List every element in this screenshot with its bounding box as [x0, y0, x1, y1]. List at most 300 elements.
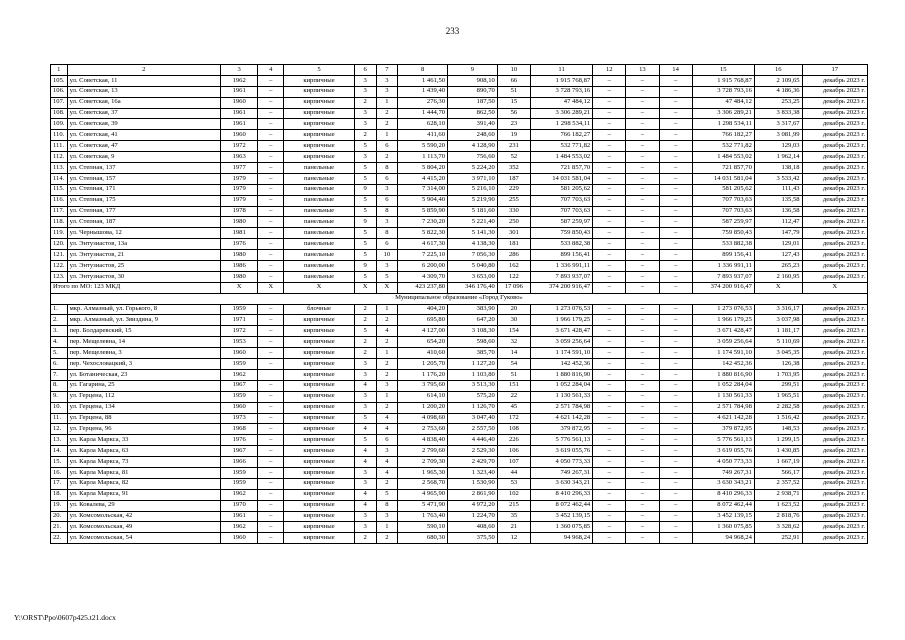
- table-cell: –: [258, 261, 284, 272]
- table-cell: 14 031 581,04: [692, 173, 754, 184]
- table-cell: –: [258, 271, 284, 282]
- table-cell: кирпичные: [284, 75, 355, 86]
- table-cell: 1959: [221, 304, 258, 315]
- table-cell: –: [593, 533, 626, 544]
- table-cell: 6: [354, 65, 376, 76]
- table-cell: –: [626, 522, 659, 533]
- table-cell: 5: [354, 228, 376, 239]
- table-cell: 4 138,30: [448, 239, 498, 250]
- table-cell: 590,10: [398, 522, 448, 533]
- table-cell: 8 410 296,33: [530, 489, 592, 500]
- table-cell: –: [626, 250, 659, 261]
- table-cell: декабрь 2023 г.: [802, 489, 867, 500]
- table-cell: 111.: [51, 141, 68, 152]
- table-cell: 110.: [51, 130, 68, 141]
- table-cell: 1 880 816,90: [530, 369, 592, 380]
- table-cell: декабрь 2023 г.: [802, 130, 867, 141]
- table-cell: –: [659, 457, 692, 468]
- table-cell: декабрь 2023 г.: [802, 315, 867, 326]
- table-cell: –: [593, 391, 626, 402]
- table-cell: 5 221,40: [448, 217, 498, 228]
- table-cell: 1 880 816,90: [692, 369, 754, 380]
- table-cell: 759 850,43: [530, 228, 592, 239]
- table-cell: –: [659, 511, 692, 522]
- table-cell: пер. Мещелевна, 3: [67, 348, 220, 359]
- table-cell: ул. Степная, 175: [67, 195, 220, 206]
- table-cell: 105.: [51, 75, 68, 86]
- table-row: [51, 195, 868, 206]
- table-cell: пер. Чехословацкий, 3: [67, 359, 220, 370]
- table-cell: 1961: [221, 511, 258, 522]
- table-cell: 253,25: [754, 97, 802, 108]
- table-cell: 3: [376, 261, 398, 272]
- table-cell: 3 728 793,16: [692, 86, 754, 97]
- table-cell: ул. Советская, 11: [67, 75, 220, 86]
- table-cell: 113.: [51, 163, 68, 174]
- table-cell: 4 415,20: [398, 173, 448, 184]
- table-cell: X: [754, 282, 802, 293]
- table-cell: 126,38: [754, 359, 802, 370]
- table-cell: –: [258, 478, 284, 489]
- table-cell: 2 160,95: [754, 271, 802, 282]
- table-cell: 3 653,00: [448, 271, 498, 282]
- table-cell: 19.: [51, 500, 68, 511]
- table-cell: –: [659, 228, 692, 239]
- table-cell: 2 571 784,98: [530, 402, 592, 413]
- table-cell: 1971: [221, 315, 258, 326]
- table-cell: 756,60: [448, 152, 498, 163]
- table-cell: 3 630 343,21: [692, 478, 754, 489]
- table-cell: –: [659, 380, 692, 391]
- table-cell: 7 230,20: [398, 217, 448, 228]
- table-cell: панельные: [284, 184, 355, 195]
- table-cell: 2 357,52: [754, 478, 802, 489]
- table-cell: –: [626, 173, 659, 184]
- table-cell: 899 156,41: [530, 250, 592, 261]
- table-cell: декабрь 2023 г.: [802, 206, 867, 217]
- table-cell: ул. Герцена, 88: [67, 413, 220, 424]
- table-cell: 1963: [221, 152, 258, 163]
- table-cell: ул. Карла Маркса, 82: [67, 478, 220, 489]
- table-cell: 4: [354, 446, 376, 457]
- table-cell: 1 966 179,25: [530, 315, 592, 326]
- table-cell: 2: [376, 478, 398, 489]
- table-cell: 581 205,62: [692, 184, 754, 195]
- table-cell: 147,79: [754, 228, 802, 239]
- table-cell: 129,03: [754, 141, 802, 152]
- table-cell: 17 096: [497, 282, 530, 293]
- table-cell: 5 804,20: [398, 163, 448, 174]
- table-cell: –: [626, 424, 659, 435]
- table-cell: 3 059 256,64: [530, 337, 592, 348]
- table-cell: 15: [497, 97, 530, 108]
- table-cell: декабрь 2023 г.: [802, 337, 867, 348]
- table-row: [51, 141, 868, 152]
- table-cell: декабрь 2023 г.: [802, 75, 867, 86]
- table-cell: –: [659, 326, 692, 337]
- table-cell: –: [626, 75, 659, 86]
- table-cell: 1959: [221, 478, 258, 489]
- table-cell: –: [659, 97, 692, 108]
- table-cell: Итого по МО: 123 МКД: [51, 282, 221, 293]
- table-cell: 1 484 553,02: [530, 152, 592, 163]
- table-cell: 2: [376, 369, 398, 380]
- table-cell: 4: [258, 65, 284, 76]
- table-cell: ул. Советская, 16а: [67, 97, 220, 108]
- table-cell: 1959: [221, 467, 258, 478]
- table-row: [51, 457, 868, 468]
- table-cell: –: [258, 141, 284, 152]
- table-cell: декабрь 2023 г.: [802, 348, 867, 359]
- table-cell: декабрь 2023 г.: [802, 326, 867, 337]
- table-cell: –: [593, 86, 626, 97]
- table-cell: –: [626, 97, 659, 108]
- page-number: 233: [445, 26, 460, 36]
- table-cell: 374 200 916,47: [692, 282, 754, 293]
- table-cell: 17.: [51, 478, 68, 489]
- table-cell: 1962: [221, 75, 258, 86]
- table-cell: 5 216,10: [448, 184, 498, 195]
- table-cell: ул. Степная, 187: [67, 217, 220, 228]
- table-cell: 14.: [51, 446, 68, 457]
- table-cell: –: [258, 119, 284, 130]
- table-cell: ул. Карла Маркса, 91: [67, 489, 220, 500]
- table-cell: 2 557,50: [448, 424, 498, 435]
- table-cell: 1 299,15: [754, 435, 802, 446]
- table-cell: –: [626, 119, 659, 130]
- table-cell: –: [659, 130, 692, 141]
- table-cell: 5: [376, 489, 398, 500]
- table-cell: 13: [626, 65, 659, 76]
- table-cell: кирпичные: [284, 446, 355, 457]
- table-cell: 5 040,80: [448, 261, 498, 272]
- table-cell: –: [626, 413, 659, 424]
- table-cell: 2 568,70: [398, 478, 448, 489]
- table-cell: –: [659, 315, 692, 326]
- table-cell: 276,30: [398, 97, 448, 108]
- table-row: [51, 402, 868, 413]
- table-cell: ул. Советская, 41: [67, 130, 220, 141]
- table-cell: 6: [376, 239, 398, 250]
- table-cell: кирпичные: [284, 511, 355, 522]
- table-cell: –: [258, 457, 284, 468]
- table-cell: –: [659, 522, 692, 533]
- table-cell: 10.: [51, 402, 68, 413]
- table-cell: 379 872,95: [692, 424, 754, 435]
- table-cell: 9.: [51, 391, 68, 402]
- table-cell: –: [593, 446, 626, 457]
- table-cell: 4: [376, 457, 398, 468]
- table-cell: ул. Карла Маркса, 63: [67, 446, 220, 457]
- table-cell: декабрь 2023 г.: [802, 152, 867, 163]
- table-cell: ул. Герцена, 134: [67, 402, 220, 413]
- table-cell: 1979: [221, 173, 258, 184]
- table-cell: кирпичные: [284, 359, 355, 370]
- table-cell: кирпичные: [284, 369, 355, 380]
- table-cell: 1959: [221, 359, 258, 370]
- table-cell: 111,43: [754, 184, 802, 195]
- table-cell: 2 109,65: [754, 75, 802, 86]
- table-cell: ул. Ботаническая, 23: [67, 369, 220, 380]
- table-cell: 5 181,60: [448, 206, 498, 217]
- table-cell: 533 882,38: [530, 239, 592, 250]
- table-cell: декабрь 2023 г.: [802, 271, 867, 282]
- table-cell: декабрь 2023 г.: [802, 119, 867, 130]
- table-cell: 2: [376, 337, 398, 348]
- table-cell: 628,10: [398, 119, 448, 130]
- table-cell: 404,20: [398, 304, 448, 315]
- table-cell: 1 484 553,02: [692, 152, 754, 163]
- table-row: [51, 348, 868, 359]
- table-cell: 22: [497, 391, 530, 402]
- table-cell: декабрь 2023 г.: [802, 97, 867, 108]
- table-cell: 30: [497, 315, 530, 326]
- table-cell: панельные: [284, 195, 355, 206]
- table-cell: 1 200,20: [398, 402, 448, 413]
- table-cell: –: [626, 304, 659, 315]
- table-cell: 3: [376, 217, 398, 228]
- table-cell: –: [593, 163, 626, 174]
- table-cell: 286: [497, 250, 530, 261]
- table-cell: декабрь 2023 г.: [802, 380, 867, 391]
- table-cell: 172: [497, 413, 530, 424]
- table-cell: –: [593, 359, 626, 370]
- table-cell: –: [258, 446, 284, 457]
- table-row: [51, 271, 868, 282]
- table-cell: –: [659, 282, 692, 293]
- table-cell: 23: [497, 119, 530, 130]
- table-cell: 532 771,82: [530, 141, 592, 152]
- table-cell: 1 224,70: [448, 511, 498, 522]
- table-cell: 654,20: [398, 337, 448, 348]
- table-row: [51, 217, 868, 228]
- table-cell: –: [258, 315, 284, 326]
- table-cell: 3: [354, 522, 376, 533]
- table-cell: X: [221, 282, 258, 293]
- table-cell: 2 818,76: [754, 511, 802, 522]
- table-cell: 532 771,82: [692, 141, 754, 152]
- table-cell: 3 833,38: [754, 108, 802, 119]
- table-cell: 6: [376, 195, 398, 206]
- table-cell: 1967: [221, 380, 258, 391]
- table-cell: –: [258, 163, 284, 174]
- table-cell: 1960: [221, 348, 258, 359]
- table-cell: 4: [354, 489, 376, 500]
- table-cell: 1 360 075,85: [692, 522, 754, 533]
- table-cell: 3 037,98: [754, 315, 802, 326]
- table-cell: кирпичные: [284, 478, 355, 489]
- table-cell: 695,80: [398, 315, 448, 326]
- table-cell: 2: [376, 119, 398, 130]
- table-cell: 1.: [51, 304, 68, 315]
- table-row: [51, 239, 868, 250]
- table-cell: 2: [354, 337, 376, 348]
- table-cell: 106: [497, 446, 530, 457]
- table-cell: –: [659, 348, 692, 359]
- table-cell: 8 072 462,44: [530, 500, 592, 511]
- table-cell: ул. Советская, 37: [67, 108, 220, 119]
- table-cell: 4: [354, 500, 376, 511]
- table-cell: –: [659, 402, 692, 413]
- table-cell: декабрь 2023 г.: [802, 369, 867, 380]
- table-cell: 265,23: [754, 261, 802, 272]
- table-cell: –: [593, 282, 626, 293]
- table-cell: декабрь 2023 г.: [802, 163, 867, 174]
- table-cell: 14 031 581,04: [530, 173, 592, 184]
- table-cell: 151: [497, 380, 530, 391]
- table-cell: 2.: [51, 315, 68, 326]
- table-cell: –: [593, 500, 626, 511]
- table-cell: 3 619 055,76: [692, 446, 754, 457]
- table-cell: 5: [354, 195, 376, 206]
- table-cell: –: [659, 86, 692, 97]
- table-row: [51, 130, 868, 141]
- table-cell: –: [626, 163, 659, 174]
- table-cell: ул. Комсомольская, 54: [67, 533, 220, 544]
- table-cell: 94 968,24: [692, 533, 754, 544]
- table-cell: –: [659, 478, 692, 489]
- table-cell: 1: [376, 130, 398, 141]
- table-cell: –: [258, 511, 284, 522]
- table-cell: 11: [530, 65, 592, 76]
- table-cell: 11.: [51, 413, 68, 424]
- table-cell: 5: [354, 326, 376, 337]
- table-cell: 51: [497, 86, 530, 97]
- table-cell: 109.: [51, 119, 68, 130]
- table-cell: 2: [354, 130, 376, 141]
- table-cell: декабрь 2023 г.: [802, 446, 867, 457]
- table-cell: декабрь 2023 г.: [802, 533, 867, 544]
- table-cell: 7.: [51, 369, 68, 380]
- table-cell: –: [659, 271, 692, 282]
- table-cell: 2: [376, 402, 398, 413]
- table-cell: 44: [497, 467, 530, 478]
- table-cell: 3: [354, 369, 376, 380]
- table-cell: –: [593, 435, 626, 446]
- table-cell: –: [593, 326, 626, 337]
- table-cell: 45: [497, 402, 530, 413]
- table-cell: –: [659, 250, 692, 261]
- table-cell: –: [258, 184, 284, 195]
- table-cell: 112.: [51, 152, 68, 163]
- table-cell: 1: [376, 391, 398, 402]
- table-cell: –: [258, 326, 284, 337]
- table-cell: 2: [67, 65, 220, 76]
- table-cell: 7 893 937,07: [530, 271, 592, 282]
- table-cell: 1973: [221, 413, 258, 424]
- table-cell: 3 971,10: [448, 173, 498, 184]
- table-row: [51, 326, 868, 337]
- table-cell: 142 452,36: [530, 359, 592, 370]
- table-cell: 759 850,43: [692, 228, 754, 239]
- table-cell: 4: [354, 380, 376, 391]
- table-cell: 4 838,40: [398, 435, 448, 446]
- table-cell: 3 047,40: [448, 413, 498, 424]
- table-cell: 4 972,20: [448, 500, 498, 511]
- table-cell: –: [258, 152, 284, 163]
- table-cell: –: [593, 413, 626, 424]
- table-cell: 1 915 768,87: [692, 75, 754, 86]
- table-cell: 575,20: [448, 391, 498, 402]
- table-cell: –: [258, 467, 284, 478]
- table-cell: –: [593, 141, 626, 152]
- table-cell: 1 461,50: [398, 75, 448, 86]
- table-cell: –: [593, 195, 626, 206]
- table-cell: 352: [497, 163, 530, 174]
- table-cell: 1 103,80: [448, 369, 498, 380]
- table-row: [51, 380, 868, 391]
- table-cell: –: [593, 478, 626, 489]
- table-cell: ул. Карла Маркса, 73: [67, 457, 220, 468]
- table-cell: 3: [354, 511, 376, 522]
- table-row: [51, 500, 868, 511]
- table-cell: 32: [497, 337, 530, 348]
- table-cell: 250: [497, 217, 530, 228]
- table-cell: –: [593, 380, 626, 391]
- table-row: [51, 304, 868, 315]
- table-cell: 1962: [221, 522, 258, 533]
- table-cell: 5: [354, 250, 376, 261]
- table-cell: 1966: [221, 457, 258, 468]
- table-cell: 1979: [221, 195, 258, 206]
- table-cell: [258, 369, 284, 380]
- table-cell: 3: [354, 402, 376, 413]
- table-cell: 3 108,30: [448, 326, 498, 337]
- table-cell: декабрь 2023 г.: [802, 304, 867, 315]
- table-cell: кирпичные: [284, 467, 355, 478]
- table-cell: декабрь 2023 г.: [802, 173, 867, 184]
- table-cell: кирпичные: [284, 315, 355, 326]
- table-cell: –: [258, 424, 284, 435]
- table-cell: –: [626, 402, 659, 413]
- table-cell: 2 938,71: [754, 489, 802, 500]
- table-cell: 1 623,52: [754, 500, 802, 511]
- table-cell: 3: [354, 152, 376, 163]
- table-cell: ул. Энтузиастов, 25: [67, 261, 220, 272]
- table-cell: 1 444,70: [398, 108, 448, 119]
- table-cell: 1976: [221, 239, 258, 250]
- table-cell: 410,60: [398, 348, 448, 359]
- table-cell: 119.: [51, 228, 68, 239]
- table-cell: 581 205,62: [530, 184, 592, 195]
- table-cell: панельные: [284, 261, 355, 272]
- table-cell: 1 181,17: [754, 326, 802, 337]
- table-cell: ул. Энтузиастов, 21: [67, 250, 220, 261]
- table-cell: 1 915 768,87: [530, 75, 592, 86]
- table-cell: 231: [497, 141, 530, 152]
- table-cell: 9: [354, 184, 376, 195]
- table-cell: –: [258, 304, 284, 315]
- table-cell: 2: [376, 108, 398, 119]
- table-cell: –: [626, 380, 659, 391]
- table-cell: 16: [754, 65, 802, 76]
- table-cell: 21: [497, 522, 530, 533]
- table-cell: ул. Степная, 157: [67, 173, 220, 184]
- table-cell: 136,58: [754, 206, 802, 217]
- table-cell: 3: [354, 119, 376, 130]
- table-cell: 56: [497, 108, 530, 119]
- table-cell: 2 799,60: [398, 446, 448, 457]
- table-cell: 9: [448, 65, 498, 76]
- table-cell: 14: [659, 65, 692, 76]
- table-cell: 129,01: [754, 239, 802, 250]
- footer-file-path: Y:\ORST\Ppo\0607p425.t21.docx: [14, 613, 116, 622]
- table-cell: 22.: [51, 533, 68, 544]
- table-cell: 9: [354, 261, 376, 272]
- table-cell: 229: [497, 184, 530, 195]
- table-cell: мкр. Алмазный, ул. Звиздина, 9: [67, 315, 220, 326]
- table-cell: –: [593, 250, 626, 261]
